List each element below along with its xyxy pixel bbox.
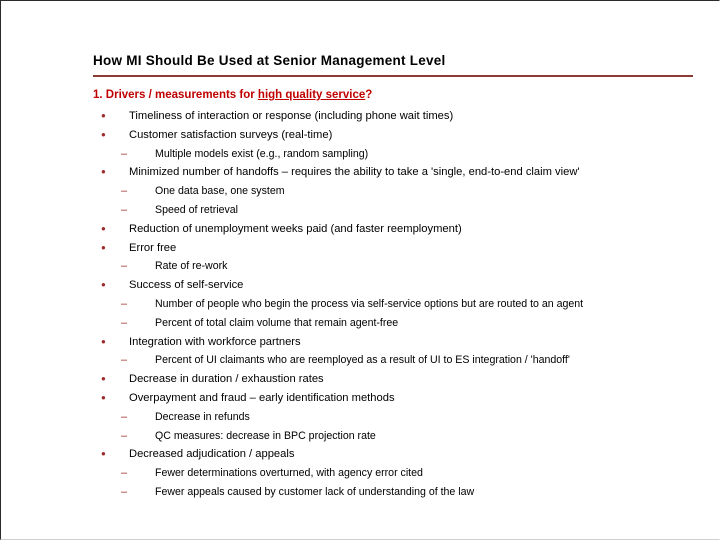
list-item-label: Speed of retrieval: [155, 203, 239, 216]
list-item-label: Reduction of unemployment weeks paid (and faster reemployment): [129, 222, 462, 235]
bullet-dot-icon: ●: [101, 392, 106, 402]
list-item-label: Timeliness of interaction or response (including phone wait times): [129, 110, 454, 122]
list-item: [93, 182, 705, 201]
list-item-label: Rate of re-work: [155, 260, 228, 273]
bullet-dot-icon: ●: [101, 167, 106, 177]
list-item: [93, 351, 705, 370]
bullet-dash-icon: –: [121, 467, 128, 480]
list-item: [93, 239, 705, 258]
bullet-dot-icon: ●: [101, 280, 106, 290]
list-item: [93, 295, 705, 314]
list-item: [93, 483, 705, 502]
bullet-dash-icon: –: [121, 354, 128, 367]
list-item: [93, 370, 705, 389]
list-item: [93, 220, 705, 239]
list-item-label: QC measures: decrease in BPC projection rate: [155, 429, 376, 442]
list-item-label: Multiple models exist (e.g., random sampling): [155, 147, 369, 160]
list-item: [93, 445, 705, 464]
bullet-dot-icon: ●: [101, 223, 106, 233]
list-item-label: Error free: [129, 241, 177, 254]
list-item-label: Integration with workforce partners: [129, 335, 301, 348]
list-item: [93, 163, 705, 182]
slide-title-block: [93, 53, 693, 77]
subtitle-suffix: ?: [365, 89, 373, 101]
list-item-label: Overpayment and fraud – early identification methods: [129, 391, 395, 404]
page-title: How MI Should Be Used at Senior Management Level: [93, 53, 446, 68]
list-item-label: Customer satisfaction surveys (real-time): [129, 128, 333, 141]
list-item: [93, 333, 705, 352]
bullet-dot-icon: ●: [101, 374, 106, 384]
list-item-label: Minimized number of handoffs – requires the ability to take a 'single, end-to-end claim view': [129, 166, 580, 179]
bullet-dash-icon: –: [121, 203, 128, 216]
bullet-dot-icon: ●: [101, 111, 106, 120]
bullet-dot-icon: ●: [101, 129, 106, 139]
list-item-label: Fewer appeals caused by customer lack of understanding of the law: [155, 485, 475, 498]
list-item-label: Decrease in duration / exhaustion rates: [129, 373, 324, 386]
list-item: [93, 314, 705, 333]
subtitle-underlined-phrase: high quality service: [257, 89, 366, 101]
section-subtitle: [93, 88, 372, 102]
list-item-label: Percent of total claim volume that remain agent-free: [155, 316, 399, 329]
list-item: [93, 389, 705, 408]
list-item-label: Success of self-service: [129, 279, 244, 292]
bullet-dash-icon: –: [121, 147, 128, 160]
bullet-list: [93, 107, 705, 502]
list-item-label: Fewer determinations overturned, with agency error cited: [155, 467, 423, 480]
bullet-dot-icon: ●: [101, 449, 106, 459]
list-item-label: One data base, one system: [155, 185, 285, 198]
bullet-dash-icon: –: [121, 297, 128, 310]
list-item: [93, 276, 705, 295]
subtitle-prefix: 1. Drivers / measurements for: [93, 89, 258, 101]
list-item-label: Number of people who begin the process via self-service options but are routed to an agent: [155, 297, 584, 310]
bullet-dash-icon: –: [121, 429, 128, 442]
bullet-dot-icon: ●: [101, 242, 106, 252]
list-item-label: Percent of UI claimants who are reemployed as a result of UI to ES integration / 'handoff': [155, 354, 570, 367]
list-item-label: Decrease in refunds: [155, 410, 250, 423]
title-underline-rule: [93, 75, 693, 77]
list-item-label: Decreased adjudication / appeals: [129, 448, 295, 461]
list-item: [93, 257, 705, 276]
list-item: [93, 126, 705, 145]
bullet-dash-icon: –: [121, 316, 128, 329]
bullet-dash-icon: –: [121, 410, 128, 423]
bullet-dot-icon: ●: [101, 336, 106, 346]
list-item: [93, 464, 705, 483]
list-item: [93, 427, 705, 446]
bullet-dash-icon: –: [121, 260, 128, 273]
bullet-dash-icon: –: [121, 185, 128, 198]
bullet-dash-icon: –: [121, 485, 128, 498]
list-item: [93, 145, 705, 164]
list-item: [93, 107, 705, 126]
list-item: [93, 201, 705, 220]
list-item: [93, 408, 705, 427]
